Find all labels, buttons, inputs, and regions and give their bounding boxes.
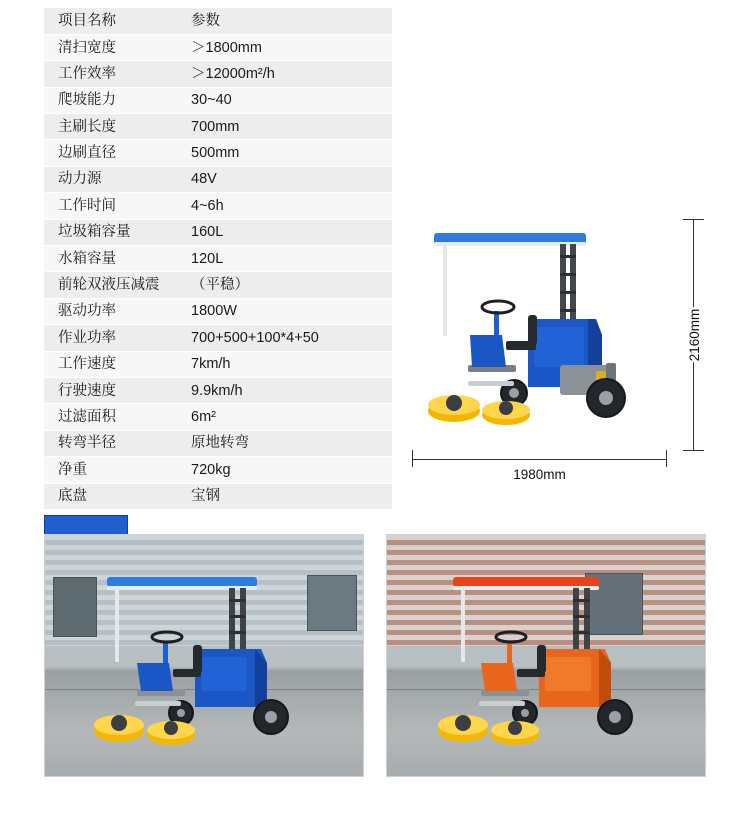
spec-value: （平稳）	[177, 272, 392, 298]
table-row	[44, 166, 392, 192]
spec-name: 作业功率	[44, 325, 177, 351]
spec-table-body	[44, 8, 392, 509]
table-row	[44, 298, 392, 324]
spec-name: 垃圾箱容量	[44, 219, 177, 245]
specification-table	[44, 8, 392, 510]
spec-value: 9.9km/h	[177, 377, 392, 403]
table-row	[44, 193, 392, 219]
table-row	[44, 140, 392, 166]
table-row	[44, 404, 392, 430]
orange-sweeper-vehicle	[427, 573, 677, 758]
orange-sweeper-photo	[386, 534, 706, 777]
spec-name: 工作效率	[44, 61, 177, 87]
width-dimension-line	[412, 459, 667, 460]
spec-value: 宝钢	[177, 483, 392, 509]
spec-value: 原地转弯	[177, 430, 392, 456]
width-dimension-left-cap	[412, 450, 413, 467]
table-row	[44, 377, 392, 403]
height-dimension-bottom-cap	[683, 450, 704, 451]
table-row	[44, 430, 392, 456]
spec-name: 过滤面积	[44, 404, 177, 430]
spec-name: 边刷直径	[44, 140, 177, 166]
spec-name: 转弯半径	[44, 430, 177, 456]
spec-name: 驱动功率	[44, 298, 177, 324]
table-row	[44, 114, 392, 140]
spec-value: 30~40	[177, 87, 392, 113]
spec-name: 底盘	[44, 483, 177, 509]
spec-value: 6m²	[177, 404, 392, 430]
spec-name: 工作时间	[44, 193, 177, 219]
table-row	[44, 483, 392, 509]
spec-name: 爬坡能力	[44, 87, 177, 113]
header-cell-value: 参数	[177, 8, 392, 34]
table-row	[44, 457, 392, 483]
spec-name: 清扫宽度	[44, 34, 177, 60]
table-row	[44, 34, 392, 60]
header-cell-name: 项目名称	[44, 8, 177, 34]
spec-value: 500mm	[177, 140, 392, 166]
spec-name: 主刷长度	[44, 114, 177, 140]
spec-value: 720kg	[177, 457, 392, 483]
width-dimension-label: 1980mm	[513, 467, 566, 482]
blue-sweeper-photo	[44, 534, 364, 777]
dimension-diagram	[400, 205, 736, 495]
spec-name: 前轮双液压减震	[44, 272, 177, 298]
spec-value: 120L	[177, 246, 392, 272]
table-row	[44, 61, 392, 87]
spec-value: 700mm	[177, 114, 392, 140]
table-row	[44, 325, 392, 351]
spec-name: 行驶速度	[44, 377, 177, 403]
spec-value: 160L	[177, 219, 392, 245]
spec-value: ＞1800mm	[177, 34, 392, 60]
spec-value: ＞12000m²/h	[177, 61, 392, 87]
table-row	[44, 219, 392, 245]
spec-name: 水箱容量	[44, 246, 177, 272]
height-dimension-top-cap	[683, 219, 704, 220]
spec-name: 净重	[44, 457, 177, 483]
spec-value: 700+500+100*4+50	[177, 325, 392, 351]
blue-sweeper-vehicle	[79, 573, 335, 758]
table-row	[44, 87, 392, 113]
width-dimension-right-cap	[666, 450, 667, 467]
width-dimension	[412, 457, 667, 487]
spec-value: 4~6h	[177, 193, 392, 219]
height-dimension	[674, 219, 714, 451]
sweeper-side-view-illustration	[410, 215, 665, 460]
table-row	[44, 272, 392, 298]
spec-value: 7km/h	[177, 351, 392, 377]
spec-value: 48V	[177, 166, 392, 192]
spec-name: 动力源	[44, 166, 177, 192]
table-header-row	[44, 8, 392, 34]
table-row	[44, 351, 392, 377]
table-row	[44, 246, 392, 272]
spec-name: 工作速度	[44, 351, 177, 377]
spec-value: 1800W	[177, 298, 392, 324]
height-dimension-label: 2160mm	[686, 308, 702, 362]
